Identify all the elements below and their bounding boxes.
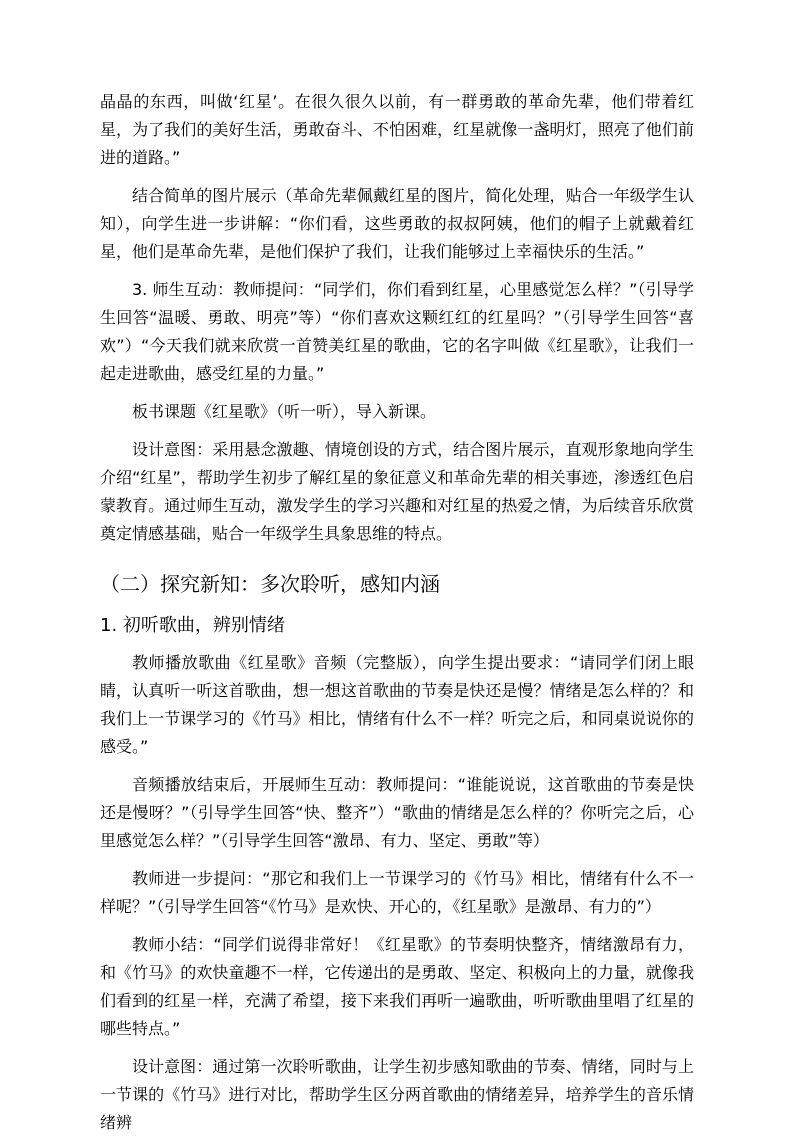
paragraph-further-question: 教师进一步提问：“那它和我们上一节课学习的《竹马》相比，情绪有什么不一样呢？”（引导学生回答“《竹马》是欢快、开心的，《红星歌》是激昂、有力的”） [100, 869, 694, 916]
paragraph-board-title: 板书课题《红星歌》（听一听），导入新课。 [132, 402, 437, 421]
paragraph-design-intent-listening: 设计意图：通过第一次聆听歌曲，让学生初步感知歌曲的节奏、情绪，同时与上一节课的《竹马》进行对比，帮助学生区分两首歌曲的情绪差异，培养学生的音乐情绪辨 [100, 1057, 694, 1132]
paragraph-play-song: 教师播放歌曲《红星歌》音频（完整版），向学生提出要求：“请同学们闭上眼睛，认真听一听这首歌曲，想一想这首歌曲的节奏是快还是慢？情绪是怎么样的？和我们上一节课学习的《竹马》相比，情绪有什么不一样？听完之后，和同桌说说你的感受。” [100, 653, 694, 756]
subsection-heading: 1. 初听歌曲，辨别情绪 [100, 615, 285, 636]
section-heading: （二）探究新知：多次聆听，感知内涵 [100, 572, 440, 596]
paragraph-teacher-summary: 教师小结：“同学们说得非常好！《红星歌》的节奏明快整齐，情绪激昂有力，和《竹马》的欢快童趣不一样，它传递出的是勇敢、坚定、积极向上的力量，就像我们看到的红星一样，充满了希望，接下来我们再听一遍歌曲，听听歌曲里唱了红星的哪些特点。” [100, 935, 694, 1038]
paragraph-after-playback: 音频播放结束后，开展师生互动：教师提问：“谁能说说，这首歌曲的节奏是快还是慢呀？”（引导学生回答“快、整齐”）“歌曲的情绪是怎么样的？你听完之后，心里感觉怎么样？”（引导学生回答“激昂、有力、坚定、勇敢”等） [100, 775, 694, 850]
paragraph-teacher-student-interaction: 3. 师生互动：教师提问：“同学们，你们看到红星，心里感觉怎么样？”（引导学生回答“温暖、勇敢、明亮”等）“你们喜欢这颗红红的红星吗？”（引导学生回答“喜欢”）“今天我们就来欣赏一首赞美红星的歌曲，它的名字叫做《红星歌》，让我们一起走进歌曲，感受红星的力量。” [100, 280, 694, 383]
paragraph-red-star-story: 晶晶的东西，叫做‘红星’。在很久很久以前，有一群勇敢的革命先辈，他们带着红星，为了我们的美好生活，勇敢奋斗、不怕困难，红星就像一盏明灯，照亮了他们前进的道路。” [100, 92, 694, 167]
paragraph-design-intent-intro: 设计意图：采用悬念激趣、情境创设的方式，结合图片展示，直观形象地向学生介绍“红星”，帮助学生初步了解红星的象征意义和革命先辈的相关事迹，渗透红色启蒙教育。通过师生互动，激发学生的学习兴趣和对红星的热爱之情，为后续音乐欣赏奠定情感基础，贴合一年级学生具象思维的特点。 [100, 440, 694, 543]
paragraph-picture-explanation: 结合简单的图片展示（革命先辈佩戴红星的图片，简化处理，贴合一年级学生认知），向学生进一步讲解：“你们看，这些勇敢的叔叔阿姨，他们的帽子上就戴着红星，他们是革命先辈，是他们保护了我们，让我们能够过上幸福快乐的生活。” [100, 186, 694, 261]
